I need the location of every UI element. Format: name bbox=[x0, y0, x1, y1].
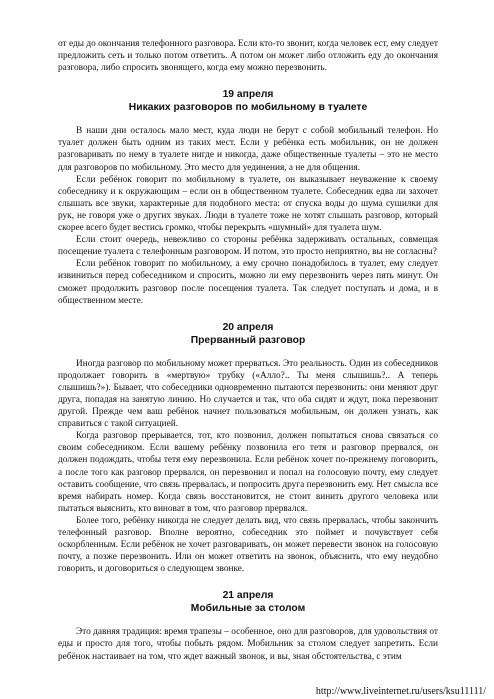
section-title: Прерванный разговор bbox=[190, 334, 306, 346]
section-date: 21 апреля bbox=[222, 590, 274, 602]
paragraph: Более того, ребёнку никогда не следует делать вид, что связь прервалась, чтобы закончить телефонный разговор. Вполне вероятно, собеседник это поймет и почувствует себя оскорбленным. Если ребёнок не хочет разговаривать, он может перевести звонок на голосовую почту, а позже перезвонить. Или он может ответить на звонок, объяснить, что ему неудобно говорить, и договориться о следующем звонке. bbox=[58, 515, 438, 575]
paragraph: Если ребёнок говорит по мобильному в туалете, он выказывает неуважение к своему собеседнику и к окружающим – если он в общественном туалете. Собеседник едва ли захочет слышать все звуки, характерные для подобного места: от спуска воды до шума сушилки для рук, не говоря уже о других звуках. Люди в туалете тоже не хотят слышать разговор, который скорее всего будет вестись громко, чтобы перекрыть «шумный» для туалета шум. bbox=[58, 174, 438, 234]
paragraph: Если ребёнок говорит по мобильному, а ему срочно понадобилось в туалет, ему следует извиниться перед собеседником и спросить, можно ли ему перезвонить через пять минут. Он сможет продолжить разговор после посещения туалета. Так следует поступать и дома, и в общественном месте. bbox=[58, 259, 438, 306]
section-april-20 bbox=[58, 321, 438, 576]
section-date: 19 апреля bbox=[222, 89, 274, 101]
paragraph: Когда разговор прерывается, тот, кто позвонил, должен попытаться снова связаться со своим собеседником. Если вашему ребёнку позвонила его тетя и разговор прервался, он должен подождать, чтобы тетя ему перезвонила. Если ребёнок хочет по-прежнему поговорить, а после того как разговор прервался, он перезвонил и попал на голосовую почту, ему следует оставить сообщение, что связь прервалась, и попросить друга перезвонить ему. Нет смысла все время набирать номер. Когда связь восстановится, не стоит винить другого человека или пытаться выяснить, кто виноват в том, что разговор прервался. bbox=[58, 431, 438, 514]
section-title: Никаких разговоров по мобильному в туалете bbox=[128, 102, 368, 114]
section-april-21 bbox=[58, 589, 438, 662]
section-title: Мобильные за столом bbox=[190, 603, 306, 615]
section-date: 20 апреля bbox=[222, 321, 274, 333]
paragraph: Если стоит очередь, невежливо со стороны ребёнка задерживать остальных, совмещая посещение туалета с телефонным разговором. И потом, это просто неприятно, вы не согласны? bbox=[58, 235, 438, 258]
paragraph: В наши дни осталось мало мест, куда люди не берут с собой мобильный телефон. Но туалет должен быть одним из таких мест. Если у ребёнка есть мобильник, он не должен разговаривать по нему в туалете нигде и никогда, даже общественные туалеты – это не место для разговоров по мобильному. Это место для уединения, а не для общения. bbox=[58, 126, 438, 173]
paragraph: Иногда разговор по мобильному может прерваться. Это реальность. Один из собеседников продолжает говорить в «мертвую» трубку («Алло?.. Ты меня слышишь?.. А теперь слышишь?»). Бывает, что собеседники одновременно пытаются перезвонить: они меняют друг друга, попадая на занятую линию. Но случается и так, что оба сидят и ждут, пока перезвонит другой. Прежде чем ваш ребёнок начнет пользоваться мобильным, он должен узнать, как справиться с такой ситуацией. bbox=[58, 358, 438, 430]
source-url: http://www.liveinternet.ru/users/ksu11111/ bbox=[315, 686, 486, 697]
paragraph: Это давняя традиция: время трапезы – особенное, оно для разговоров, для удовольствия от еды и просто для того, чтобы побыть рядом. Мобильник за столом следует запретить. Если ребёнок настаивает на том, что ждет важный звонок, и вы, зная обстоятельства, с этим bbox=[58, 627, 438, 662]
section-april-19 bbox=[58, 88, 438, 306]
intro-paragraph: от еды до окончания телефонного разговора. Если кто-то звонит, когда человек ест, ему следует предложить сеть и только потом ответить. А потом он может либо отложить еду до окончания разговора, либо спросить звонящего, когда ему можно перезвонить. bbox=[58, 39, 438, 74]
